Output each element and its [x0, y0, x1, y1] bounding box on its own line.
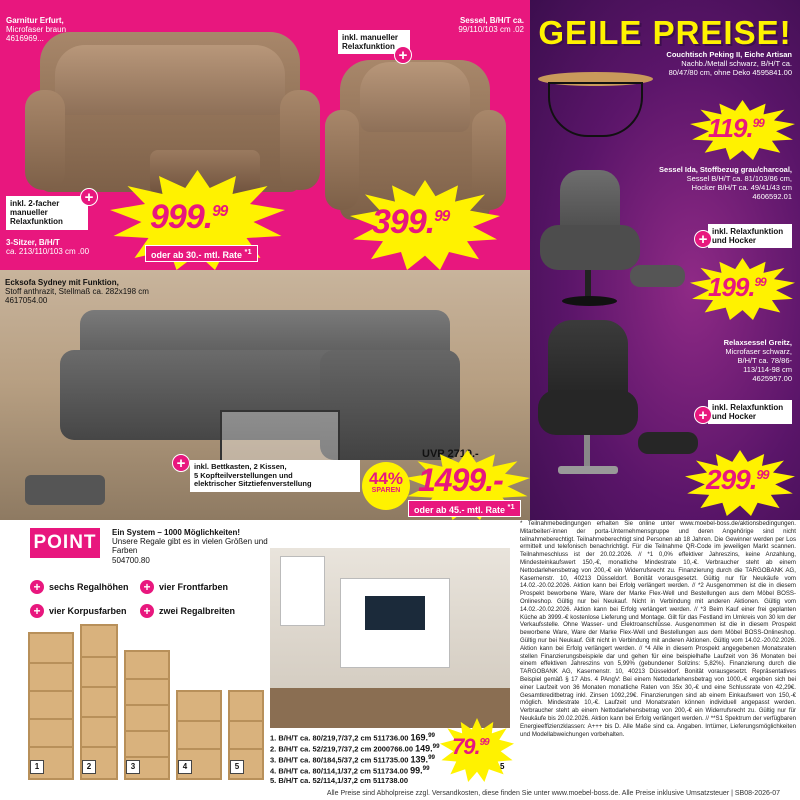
row-price: 99. [410, 765, 423, 776]
footer-text: Alle Preise sind Abholpreise zzgl. Versandkosten, diese finden Sie unter www.moebel-boss.de. Alle Preise inklusive Umsatzsteuer | SB08-2026-07 [326, 790, 780, 797]
shelf-1 [28, 632, 74, 780]
plus-icon: + [30, 604, 44, 618]
feature-item [140, 580, 228, 594]
shelf-number: 4 [178, 760, 192, 774]
armchair-backrest [360, 62, 470, 132]
row-text: 3. B/H/T ca. 80/184,5/37,2 cm 511735.00 [270, 755, 409, 765]
row-price: 139. [410, 754, 429, 765]
table-description [666, 50, 792, 77]
greitz-chair-image [538, 320, 698, 500]
sofa-armrest-right [280, 90, 320, 190]
feature-item [30, 580, 129, 594]
living-room-image [270, 548, 510, 728]
row-text: 4. B/H/T ca. 80/114,1/37,2 cm 511734.00 [270, 766, 409, 776]
table-price-cents: 99 [752, 116, 764, 130]
feature-label: vier Frontfarben [159, 582, 229, 592]
greitz-price-main: 299. [706, 464, 757, 495]
corner-sofa-article: 4617054.00 [5, 296, 48, 306]
shelf-price-cents: 99 [479, 736, 489, 748]
sessel-price-main: 399. [372, 203, 435, 241]
feature-label: vier Korpusfarben [49, 606, 127, 616]
sofa-material: Microfaser braun [6, 25, 67, 35]
greitz-line-5: 4625957.00 [752, 374, 792, 383]
plus-icon: + [80, 188, 98, 206]
ida-line-2: Sessel B/H/T ca. 81/103/86 cm, [686, 174, 792, 183]
corner-rate-text: oder ab 45.- mtl. Rate [414, 505, 506, 515]
greitz-line-4: 113/114-98 cm [743, 365, 792, 374]
ida-price-main: 199. [708, 272, 755, 302]
corner-rate-mark: *1 [507, 502, 515, 511]
shelf-price [452, 734, 489, 760]
save-badge [362, 462, 410, 510]
armchair-armrest-right [472, 110, 506, 210]
sofa-armrest-left [25, 90, 65, 190]
save-percent: 44% [368, 469, 404, 488]
point-description [112, 528, 282, 565]
plus-icon: + [140, 604, 154, 618]
sofa-dims-2: ca. 213/110/103 cm .00 [6, 247, 90, 257]
sofa-dimensions [6, 238, 89, 256]
greitz-line-3: B/H/T ca. 78/86- [737, 356, 792, 365]
sofa-price-cents: 99 [212, 202, 228, 220]
row-cents: 99 [428, 754, 436, 761]
save-label: SPAREN [371, 487, 401, 494]
coffee-table-image [538, 72, 653, 142]
sofa-rate [145, 245, 258, 262]
table-price [708, 113, 764, 144]
feature-item [140, 604, 235, 618]
sofa-price [150, 198, 227, 237]
price-row [270, 732, 435, 743]
ida-line-3: Hocker B/H/T ca. 49/41/43 cm [691, 183, 792, 192]
corner-sofa-price: 1499.- [418, 462, 503, 498]
sessel-price-cents: 99 [434, 207, 450, 225]
sofa-feature: inkl. 2-facher manueller Relaxfunktion [10, 199, 63, 227]
terms-text: * Teilnahmebedingungen erhalten Sie online unter www.moebel-boss.de/aktionsbedingungen. Mitarbeiter/-innen der porta-Unternehmensgruppe und deren Angehörige sind nicht teilnahmeberechtigt. Teilnahmeberechtigt sind Personen ab 18 Jahren. Die Gewinner werden per Los ermittelt und telefonisch benachrichtigt. Für die Teilnahme QR-Code im jeweiligen Markt scannen. Teilnahmeschluss ist der 20.02.2026. // *1 0,0% effektiver Jahreszins, keine Anzahlung, Mindesteinkaufswert 150,-€, monatliche Mindestrate 10,-€. Verbraucher steht ab einem Nettodarlehensbetrag von 200,-€ ein Widerrufsrecht zu. Finanzierung durch die TARGOBANK AG, Kasernenstr. 10, 40213 Düsseldorf. Bonität vorausgesetzt. Gültig nur für Neukäufe vom 14.02.-20.02.2026. Aktion kann bei Erfolg verlängert werden. // *2 Ausgenommen ist die in diesem Prospekt beworbene Ware, Ware der Marke Flex-Well und Bestellungen aus dem Möbel BOSS-Onlineshop. Gültig nur bei Neukauf. Nicht in Verbindung mit anderen Aktionen. Gültig vom 14.02.-20.02.2026. Aktion kann bei Erfolg verlängert werden. // *3 Beim Kauf einer frei geplanten Küche ab 3999.-€ kostenlose Lieferung und Montage. Gilt für das Festland im Umkreis von 30 km der Verkaufsstelle. Ohne Wasser- und Elektroanschlüsse. Ausgenommen ist die in diesem Prospekt beworbene Ware, Ware der Marke Flex-Well und Bestellungen aus dem Möbel BOSS-Onlineshop. Gültig nur bei Neukauf. Gilt nicht in Verbindung mit anderen Aktionen. Gültig vom 14.02.-20.02.2026. Aktion kann bei Erfolg verlängert werden. // *4 Alle in diesem Prospekt angegebenen Monatsraten stellen Finanzierungsbeispiele dar und gehen für eine beispielhafte Laufzeit von 36 Monaten bei einem effektiven Jahreszins von 5,99% (gebundener Sollzins: 5,82%). Finanzierung durch die TARGOBANK AG, Kasernenstr. 10, 40213 Düsseldorf. Bonität vorausgesetzt. Repräsentatives Beispiel gemäß § 17 Abs. 4 PAngV: Bei einem Nettodarlehensbetrag von 1000,-€ ergeben sich bei einer Laufzeit von 36 Monaten monatliche Raten von 35x 30,-€ und eine Schlussrate von 42,29€. Gesamtkreditbetrag inkl. Zinsen 1092,29€. Finanzierungen sind ab einem Einkaufswert von 150,-€ möglich. Mindestrate 10,-€. Laufzeit und Monatsraten können individuell angepasst werden. Verbraucher steht ab einem Nettodarlehensbetrag von 200,-€ ein Widerrufsrecht zu. Gültig nur für Neukäufe bis 20.02.2026. Aktion kann bei Erfolg verlängert werden. // **S1 Spektrum der verfügbaren Energieeffizienzklassen: A+++ bis D. Alle Maße sind ca. Angaben. Irrtümer, Lieferungsmöglichkeiten und Modellabweichungen vorbehalten. [520, 520, 796, 738]
price-row [270, 776, 408, 785]
row-price: 169. [410, 732, 429, 743]
sessel-price [372, 203, 449, 242]
row-text: 1. B/H/T ca. 80/219,7/37,2 cm 511736.00 [270, 733, 409, 743]
greitz-description [724, 338, 792, 383]
table-line-3: 80/47/80 cm, ohne Deko 4595841.00 [668, 68, 792, 77]
sessel-description [420, 16, 524, 34]
point-head-3: 504700.80 [112, 555, 150, 565]
sofa-feature-box [6, 196, 88, 230]
row-text: 2. B/H/T ca. 52/219,7/37,2 cm 2000766.00 [270, 744, 414, 754]
greitz-price-cents: 99 [756, 467, 769, 482]
corner-feature-2: 5 Kopfteilverstellungen und [194, 470, 293, 480]
shelf-price-index: 5 [500, 762, 505, 771]
plus-icon: + [172, 454, 190, 472]
plus-icon: + [694, 406, 712, 424]
corner-sofa-description [5, 278, 149, 306]
shelf-number: 5 [230, 760, 244, 774]
shelf-number: 1 [30, 760, 44, 774]
shelf-number: 2 [82, 760, 96, 774]
sofa-description [6, 16, 66, 44]
ida-feature: inkl. Relaxfunktion und Hocker [712, 227, 784, 246]
sofa-article: 4616969... [6, 34, 44, 44]
row-text: 5. B/H/T ca. 52/114,1/37,2 cm 511738.00 [270, 776, 409, 785]
ida-line-1: Sessel Ida, Stoffbezug grau/charcoal, [659, 165, 792, 174]
headline: GEILE PREISE! [538, 14, 792, 51]
ida-feature-box [708, 224, 792, 248]
table-line-2: Nachb./Metall schwarz, B/H/T ca. [681, 59, 792, 68]
row-price: 149. [415, 743, 433, 754]
feature-label: sechs Regalhöhen [49, 582, 129, 592]
corner-sofa-material: Stoff anthrazit, Stellmaß ca. 282x198 cm [5, 287, 149, 297]
price-row [270, 754, 435, 765]
ida-description [659, 165, 792, 201]
shelf-number: 3 [126, 760, 140, 774]
sessel-dims: 99/110/103 cm .02 [458, 25, 524, 35]
sofa-rate-text: oder ab 30.- mtl. Rate [151, 250, 243, 260]
price-row [270, 743, 440, 754]
plus-icon: + [694, 230, 712, 248]
uvp-price: UVP 2719.- [422, 448, 479, 460]
greitz-feature-box [708, 400, 792, 424]
point-badge: POINT [30, 528, 100, 558]
price-row [270, 765, 430, 776]
sofa-set-offer [0, 0, 530, 270]
sofa-dims-1: 3-Sitzer, B/H/T [6, 238, 60, 247]
feature-item [30, 604, 127, 618]
sofa-title: Garnitur Erfurt, [6, 16, 64, 25]
sessel-title: Sessel, B/H/T ca. [459, 16, 524, 25]
ida-price-cents: 99 [754, 275, 766, 289]
feature-label: zwei Regalbreiten [159, 606, 236, 616]
corner-sofa-title: Ecksofa Sydney mit Funktion, [5, 278, 119, 287]
greitz-feature: inkl. Relaxfunktion und Hocker [712, 403, 784, 422]
row-cents: 99 [428, 732, 436, 739]
greitz-price [706, 464, 769, 496]
shelf-2 [80, 624, 118, 780]
point-head-1: Ein System – 1000 Möglichkeiten! [112, 528, 241, 537]
plus-icon: + [140, 580, 154, 594]
table-price-main: 119. [708, 113, 753, 143]
corner-sofa-rate [408, 500, 521, 517]
row-cents: 99 [432, 743, 440, 750]
sofa-backrest [55, 45, 285, 115]
sofa-rate-mark: *1 [244, 247, 252, 256]
table-line-1: Couchtisch Peking II, Eiche Artisan [666, 50, 792, 59]
corner-feature-3: elektrischer Sitztiefenverstellung [194, 479, 312, 489]
geile-preise-panel [530, 0, 800, 520]
sofa-price-main: 999. [150, 198, 213, 236]
row-cents: 99 [422, 765, 430, 772]
greitz-line-2: Microfaser schwarz, [725, 347, 792, 356]
point-shelf-offer [0, 520, 518, 788]
ida-line-4: 4606592.01 [752, 192, 792, 201]
plus-icon: + [30, 580, 44, 594]
sofa-thumbnail [25, 475, 105, 505]
greitz-line-1: Relaxsessel Greitz, [723, 338, 792, 347]
shelf-price-main: 79. [452, 734, 480, 759]
ida-price [708, 272, 766, 303]
sessel-feature: inkl. manueller Relaxfunktion [342, 33, 399, 52]
plus-icon: + [394, 46, 412, 64]
corner-sofa-offer [0, 270, 530, 520]
armchair-armrest-left [325, 110, 359, 210]
corner-feature-1: inkl. Bettkasten, 2 Kissen, [194, 462, 287, 471]
point-head-2: Unsere Regale gibt es in vielen Größen und Farben [112, 537, 268, 556]
corner-sofa-feature-box [190, 460, 360, 492]
